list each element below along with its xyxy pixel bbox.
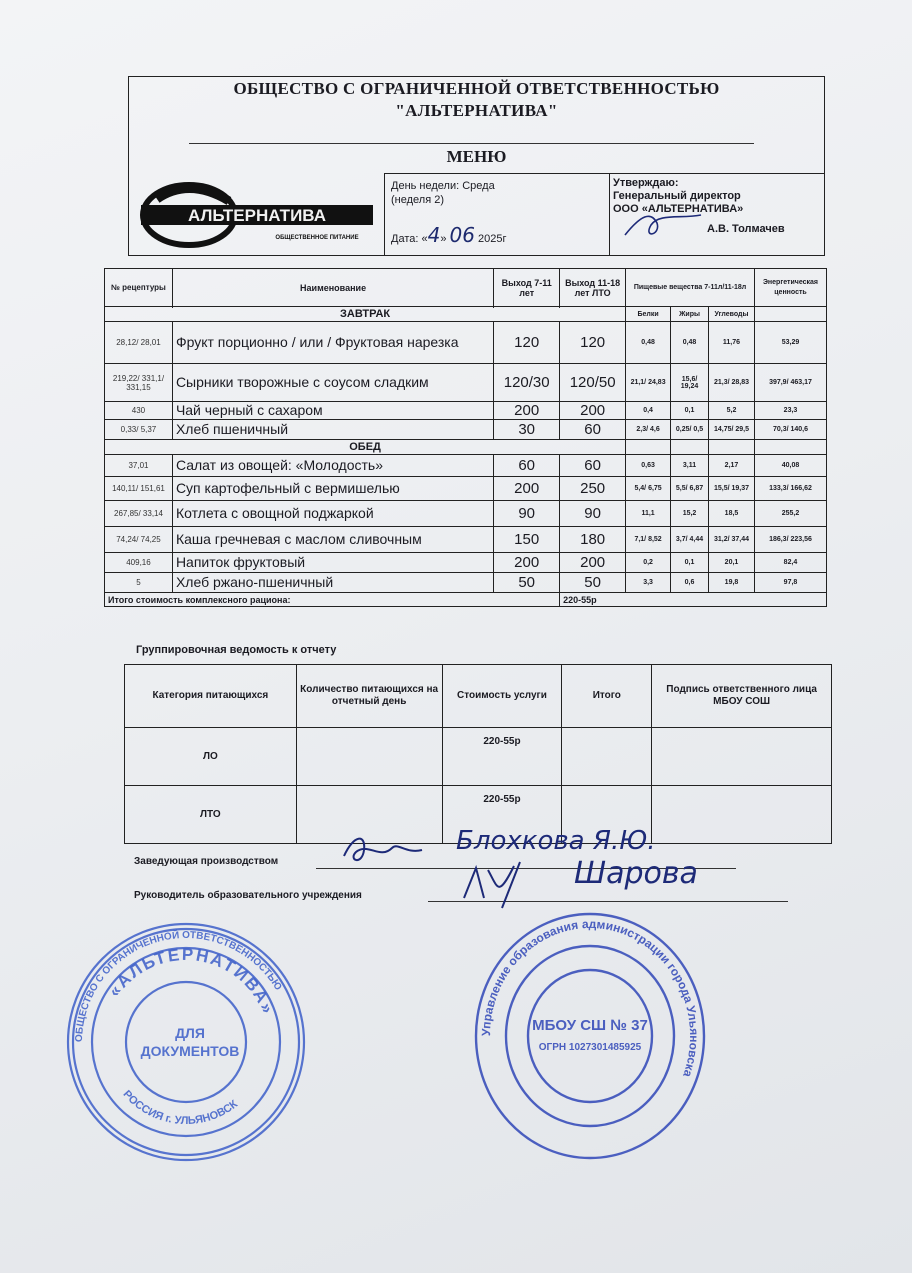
menu-title: МЕНЮ [446, 147, 507, 166]
carbs-value: 15,5/ 19,37 [709, 477, 755, 501]
menu-header [128, 76, 825, 256]
org-name-line1: ОБЩЕСТВО С ОГРАНИЧЕННОЙ ОТВЕТСТВЕННОСТЬЮ [233, 79, 720, 98]
fats-value: 0,25/ 0,5 [671, 420, 709, 440]
proteins-value: 7,1/ 8,52 [626, 527, 671, 553]
energy-value: 70,3/ 140,6 [754, 420, 826, 440]
table-row [105, 573, 827, 593]
weight-1118: 120/50 [560, 364, 626, 402]
header-divider-v2 [609, 173, 610, 255]
grp-category: ЛТО [125, 786, 297, 844]
dish-name: Напиток фруктовый [172, 553, 493, 573]
grp-count [296, 728, 442, 786]
stamp-right-center1: МБОУ СШ № 37 [532, 1017, 648, 1034]
recipe-code: 0,33/ 5,37 [105, 420, 173, 440]
grp-col-category: Категория питающихся [125, 665, 297, 728]
energy-value: 82,4 [754, 553, 826, 573]
total-label: Итого стоимость комплексного рациона: [105, 593, 560, 607]
header-divider [384, 173, 824, 174]
col-out-1118: Выход 11-18 лет ЛТО [560, 269, 626, 307]
section-lunch [105, 440, 827, 455]
day-info [391, 179, 495, 207]
weight-1118: 90 [560, 501, 626, 527]
recipe-code: 409,16 [105, 553, 173, 573]
proteins-value: 11,1 [626, 501, 671, 527]
logo-subtext: ОБЩЕСТВЕННОЕ ПИТАНИЕ [275, 235, 359, 241]
dish-name: Чай черный с сахаром [172, 402, 493, 420]
energy-value: 23,3 [754, 402, 826, 420]
col-name: Наименование [172, 269, 493, 307]
fats-value: 0,1 [671, 402, 709, 420]
dish-name: Хлеб ржано-пшеничный [172, 573, 493, 593]
breakfast-rows [105, 322, 827, 440]
col-carbs: Углеводы [709, 307, 755, 322]
weight-1118: 200 [560, 402, 626, 420]
approve-line2: Генеральный директор [613, 190, 741, 202]
grp-sign [652, 786, 832, 844]
school-stamp [470, 908, 710, 1164]
approve-name: А.В. Толмачев [707, 223, 785, 235]
dish-name: Суп картофельный с вермишелью [172, 477, 493, 501]
recipe-code: 37,01 [105, 455, 173, 477]
carbs-value: 18,5 [709, 501, 755, 527]
weight-711: 120/30 [494, 364, 560, 402]
head-signature [458, 858, 548, 910]
weight-711: 90 [494, 501, 560, 527]
menu-table [104, 268, 827, 607]
table-row [105, 501, 827, 527]
director-signature [621, 205, 711, 245]
grp-price: 220-55р [442, 786, 562, 844]
stamp-left-name: «АЛЬТЕРНАТИВА» [104, 944, 279, 1018]
fats-value: 0,48 [671, 322, 709, 364]
energy-value: 397,9/ 463,17 [754, 364, 826, 402]
col-energy: Энергетическая ценность [754, 269, 826, 307]
svg-text:РОССИЯ г. УЛЬЯНОВСК [121, 1088, 241, 1127]
fats-value: 0,1 [671, 553, 709, 573]
section-lunch-label: ОБЕД [105, 440, 626, 455]
energy-value: 53,29 [754, 322, 826, 364]
approve-line1: Утверждаю: [613, 177, 679, 189]
col-out-711: Выход 7-11 лет [494, 269, 560, 307]
logo-text: АЛЬТЕРНАТИВА [188, 206, 326, 225]
grp-sign [652, 728, 832, 786]
grouping-title: Группировочная ведомость к отчету [136, 644, 337, 656]
weight-711: 120 [494, 322, 560, 364]
proteins-value: 0,48 [626, 322, 671, 364]
weight-711: 200 [494, 402, 560, 420]
stamp-left-center1: ДЛЯ [175, 1025, 205, 1041]
dish-name: Каша гречневая с маслом сливочным [172, 527, 493, 553]
lunch-rows [105, 455, 827, 593]
date-sep: » [440, 233, 447, 245]
carbs-value: 14,75/ 29,5 [709, 420, 755, 440]
col-recipe: № рецептуры [105, 269, 173, 307]
stamp-left-bottom: РОССИЯ г. УЛЬЯНОВСК [120, 1088, 240, 1128]
company-stamp [64, 920, 308, 1164]
energy-value: 255,2 [754, 501, 826, 527]
table-row [105, 322, 827, 364]
table-row [105, 420, 827, 440]
carbs-value: 5,2 [709, 402, 755, 420]
svg-text:Управление образования админис [479, 917, 701, 1079]
fats-value: 0,6 [671, 573, 709, 593]
alternativa-logo [137, 179, 377, 249]
date-day: 4 [427, 223, 441, 247]
table-row [105, 477, 827, 501]
table-row [105, 364, 827, 402]
grp-col-price: Стоимость услуги [442, 665, 562, 728]
weight-1118: 180 [560, 527, 626, 553]
weight-711: 150 [494, 527, 560, 553]
recipe-code: 140,11/ 151,61 [105, 477, 173, 501]
recipe-code: 267,85/ 33,14 [105, 501, 173, 527]
col-nutrients: Пищевые вещества 7-11л/11-18л [626, 269, 755, 307]
stamp-left-center2: ДОКУМЕНТОВ [140, 1043, 240, 1059]
school-head-label: Руководитель образовательного учреждения [134, 890, 362, 901]
weight-711: 60 [494, 455, 560, 477]
dish-name: Сырники творожные с соусом сладким [172, 364, 493, 402]
head-handwritten-name: Шарова [574, 856, 698, 891]
grp-col-total: Итого [562, 665, 652, 728]
dish-name: Хлеб пшеничный [172, 420, 493, 440]
grp-col-sign: Подпись ответственного лица МБОУ СОШ [652, 665, 832, 728]
fats-value: 15,2 [671, 501, 709, 527]
total-value: 220-55р [560, 593, 827, 607]
carbs-value: 2,17 [709, 455, 755, 477]
proteins-value: 3,3 [626, 573, 671, 593]
stamp-right-outer: Управление образования администрации города Ульяновска [478, 916, 702, 1079]
week-number: (неделя 2) [391, 194, 444, 206]
proteins-value: 5,4/ 6,75 [626, 477, 671, 501]
table-row [105, 527, 827, 553]
proteins-value: 0,4 [626, 402, 671, 420]
energy-value: 97,8 [754, 573, 826, 593]
weight-711: 30 [494, 420, 560, 440]
table-row [105, 455, 827, 477]
header-rule [189, 143, 754, 144]
recipe-code: 219,22/ 331,1/ 331,15 [105, 364, 173, 402]
fats-value: 3,11 [671, 455, 709, 477]
day-of-week: День недели: Среда [391, 180, 495, 192]
weight-1118: 50 [560, 573, 626, 593]
menu-date [391, 223, 507, 247]
grp-total [562, 728, 652, 786]
section-breakfast-label: ЗАВТРАК [105, 307, 626, 322]
recipe-code: 74,24/ 74,25 [105, 527, 173, 553]
org-name-line2: "АЛЬТЕРНАТИВА" [395, 101, 558, 120]
weight-711: 200 [494, 553, 560, 573]
fats-value: 5,5/ 6,87 [671, 477, 709, 501]
proteins-value: 0,63 [626, 455, 671, 477]
production-head-label: Заведующая производством [134, 856, 279, 867]
date-month: 06 [449, 223, 475, 247]
carbs-value: 19,8 [709, 573, 755, 593]
dish-name: Салат из овощей: «Молодость» [172, 455, 493, 477]
table-row [125, 728, 832, 786]
grp-category: ЛО [125, 728, 297, 786]
approve-line3: ООО «АЛЬТЕРНАТИВА» [613, 203, 744, 215]
grp-col-count: Количество питающихся на отчетный день [296, 665, 442, 728]
recipe-code: 430 [105, 402, 173, 420]
header-divider-v1 [384, 173, 385, 255]
weight-1118: 250 [560, 477, 626, 501]
weight-1118: 200 [560, 553, 626, 573]
fats-value: 3,7/ 4,44 [671, 527, 709, 553]
weight-1118: 60 [560, 420, 626, 440]
proteins-value: 2,3/ 4,6 [626, 420, 671, 440]
weight-711: 50 [494, 573, 560, 593]
col-fats: Жиры [671, 307, 709, 322]
weight-1118: 60 [560, 455, 626, 477]
dish-name: Фрукт порционно / или / Фруктовая нарезка [172, 322, 493, 364]
grouping-table [124, 664, 832, 844]
energy-value: 40,08 [754, 455, 826, 477]
total-row [105, 593, 827, 607]
carbs-value: 20,1 [709, 553, 755, 573]
weight-1118: 120 [560, 322, 626, 364]
production-signature [336, 830, 426, 876]
table-row [105, 402, 827, 420]
fats-value: 15,6/ 19,24 [671, 364, 709, 402]
weight-711: 200 [494, 477, 560, 501]
date-year: 2025г [478, 233, 507, 245]
carbs-value: 31,2/ 37,44 [709, 527, 755, 553]
dish-name: Котлета с овощной поджаркой [172, 501, 493, 527]
section-breakfast [105, 307, 827, 322]
stamp-left-outer: ОБЩЕСТВО С ОГРАНИЧЕННОЙ ОТВЕТСТВЕННОСТЬЮ [73, 929, 284, 1043]
production-handwritten-name: Блохкова Я.Ю. [456, 826, 656, 856]
carbs-value: 11,76 [709, 322, 755, 364]
recipe-code: 5 [105, 573, 173, 593]
recipe-code: 28,12/ 28,01 [105, 322, 173, 364]
stamp-right-center2: ОГРН 1027301485925 [538, 1042, 642, 1053]
date-prefix: Дата: « [391, 233, 428, 245]
proteins-value: 21,1/ 24,83 [626, 364, 671, 402]
col-proteins: Белки [626, 307, 671, 322]
energy-value: 186,3/ 223,56 [754, 527, 826, 553]
grp-price: 220-55р [442, 728, 562, 786]
carbs-value: 21,3/ 28,83 [709, 364, 755, 402]
table-row [105, 553, 827, 573]
energy-value: 133,3/ 166,62 [754, 477, 826, 501]
proteins-value: 0,2 [626, 553, 671, 573]
